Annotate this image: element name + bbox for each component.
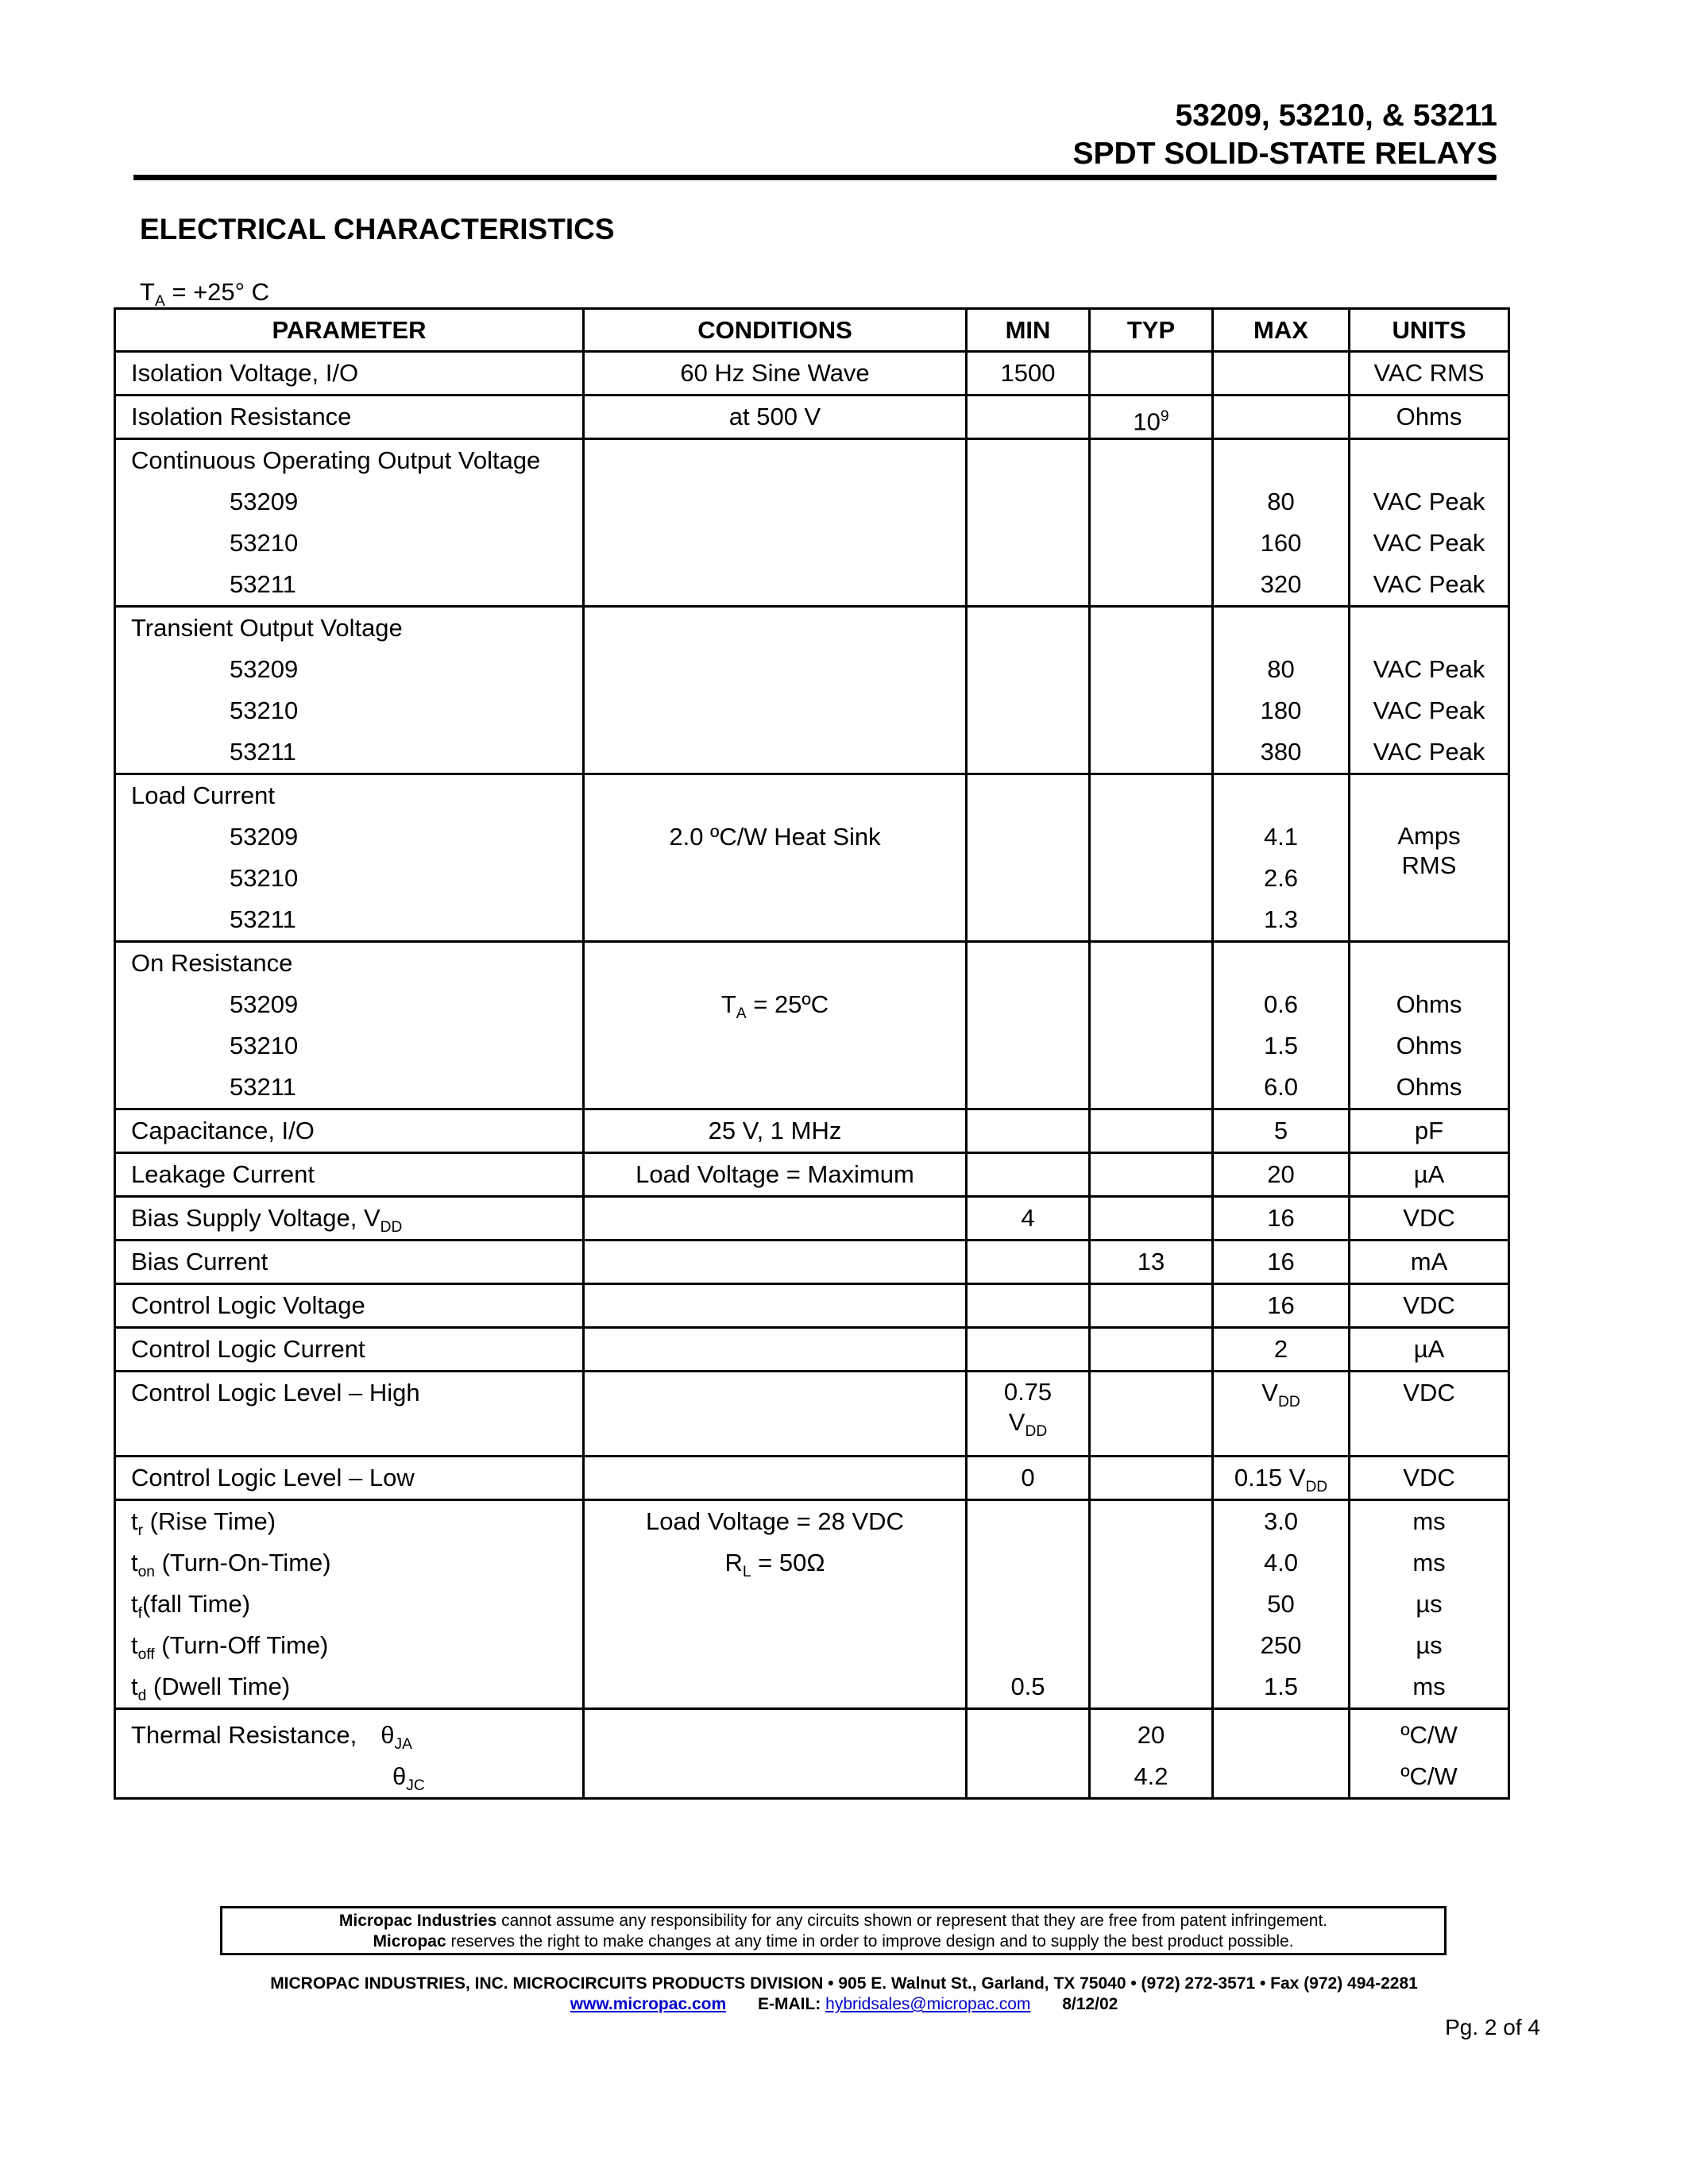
units-cell: VAC Peak — [1373, 696, 1485, 724]
table-row-transient-output-voltage — [115, 607, 1509, 774]
max-cell: 16 — [1267, 1204, 1295, 1232]
param-cell: Control Logic Level – High — [131, 1379, 420, 1406]
max-cell: 320 — [1260, 570, 1302, 598]
param-cell: Thermal Resistance, $\theta_{JA}$ — [131, 1721, 412, 1754]
max-cell: 160 — [1260, 529, 1302, 557]
param-cell: Isolation Voltage, I/O — [131, 359, 359, 387]
max-cell: 1.5 — [1263, 1673, 1299, 1700]
disclaimer-line-2: Micropac reserves the right to make changes at any time in order to improve design and to supply the best product possible. — [373, 1932, 1294, 1951]
units-cell: VDC — [1403, 1204, 1455, 1232]
model-label: 53209 — [230, 488, 299, 515]
column-header-units: UNITS — [1350, 309, 1509, 352]
header-rule — [133, 175, 1497, 180]
units-cell: VAC RMS — [1373, 359, 1485, 387]
typ-cell: 13 — [1137, 1248, 1165, 1275]
param-cell: $t_{on}$ (Turn-On-Time) — [131, 1549, 331, 1581]
cond-cell: 25 V, 1 MHz — [708, 1117, 842, 1144]
revision-date: 8/12/02 — [1062, 1995, 1118, 2013]
units-cell: µA — [1413, 1160, 1445, 1188]
max-cell: 16 — [1267, 1291, 1295, 1319]
max-cell: 250 — [1260, 1631, 1302, 1659]
website-link[interactable]: www.micropac.com — [570, 1995, 727, 2013]
units-cell: Amps RMS — [1397, 822, 1461, 879]
units-cell: Ohms — [1396, 1032, 1462, 1059]
table-row-bias-current — [115, 1241, 1509, 1284]
cond-cell: $T_A$ = 25ºC — [720, 990, 829, 1023]
table-row-isolation-voltage — [115, 352, 1509, 396]
max-cell: 2 — [1273, 1335, 1288, 1363]
max-cell: 4.0 — [1263, 1549, 1299, 1576]
max-cell: $V_{DD}$ — [1261, 1379, 1300, 1411]
max-cell: 80 — [1267, 655, 1295, 683]
param-cell: $\theta_{JC}$ — [392, 1762, 425, 1795]
param-cell: Bias Supply Voltage, $V_{DD}$ — [131, 1204, 403, 1237]
param-cell: $t_f(fall$ Time) — [131, 1590, 251, 1623]
cond-cell: 60 Hz Sine Wave — [680, 359, 870, 387]
max-cell: 16 — [1267, 1248, 1295, 1275]
column-header-max: MAX — [1213, 309, 1350, 352]
table-row-isolation-resistance — [115, 396, 1509, 439]
min-cell: 0.5 — [1010, 1673, 1045, 1700]
email-label: E-MAIL: — [757, 1995, 821, 2013]
param-cell: Control Logic Voltage — [131, 1291, 365, 1319]
model-label: 53210 — [230, 864, 299, 892]
electrical-characteristics-table — [114, 307, 1510, 1800]
param-cell: On Resistance — [131, 949, 293, 977]
cond-cell: Load Voltage = 28 VDC — [646, 1507, 904, 1535]
table-header-row — [115, 309, 1509, 352]
param-cell: Capacitance, I/O — [131, 1117, 315, 1144]
document-header — [1073, 97, 1498, 173]
max-cell: 6.0 — [1263, 1073, 1299, 1101]
page-number: Pg. 2 of 4 — [1445, 2015, 1540, 2039]
part-numbers: 53209, 53210, & 53211 — [1175, 98, 1497, 133]
units-cell: ms — [1412, 1673, 1446, 1700]
units-cell: pF — [1414, 1117, 1444, 1144]
table-row-capacitance — [115, 1109, 1509, 1153]
units-cell: VAC Peak — [1373, 570, 1485, 598]
column-header-parameter: PARAMETER — [115, 309, 584, 352]
footer-address: MICROPAC INDUSTRIES, INC. MICROCIRCUITS PRODUCTS DIVISION • 905 E. Walnut St., Garland, TX 75040 • (972) 272-3571 • Fax (972) 494-2281 — [270, 1974, 1418, 1993]
model-label: 53210 — [230, 529, 299, 557]
param-cell: Load Current — [131, 781, 275, 809]
units-cell: VAC Peak — [1373, 738, 1485, 766]
param-cell: Isolation Resistance — [131, 403, 352, 430]
disclaimer-box — [220, 1906, 1447, 1955]
email-link[interactable]: hybridsales@micropac.com — [825, 1995, 1031, 2013]
typ-cell: $10^9$ — [1133, 407, 1169, 436]
max-cell: 4.1 — [1263, 823, 1299, 851]
max-cell: 5 — [1273, 1117, 1288, 1144]
disclaimer-line-1: Micropac Industries cannot assume any responsibility for any circuits shown or represent that they are free from patent infringement. — [338, 1912, 1328, 1930]
table-row-control-logic-voltage — [115, 1284, 1509, 1328]
model-label: 53209 — [230, 990, 299, 1018]
units-cell: VAC Peak — [1373, 488, 1485, 515]
model-label: 53211 — [230, 1073, 296, 1101]
units-cell: Ohms — [1396, 1073, 1462, 1101]
units-cell: Ohms — [1396, 990, 1462, 1018]
model-label: 53211 — [230, 570, 296, 598]
max-cell: 380 — [1260, 738, 1302, 766]
min-cell: 0 — [1021, 1464, 1035, 1491]
max-cell: 1.3 — [1263, 905, 1299, 933]
model-label: 53209 — [230, 823, 299, 851]
max-cell: 20 — [1267, 1160, 1295, 1188]
model-label: 53210 — [230, 696, 299, 724]
model-label: 53210 — [230, 1032, 299, 1059]
param-cell: Leakage Current — [131, 1160, 315, 1188]
column-header-conditions: CONDITIONS — [584, 309, 967, 352]
param-cell: Control Logic Level – Low — [131, 1464, 415, 1491]
param-cell: Continuous Operating Output Voltage — [131, 446, 541, 474]
max-cell: 80 — [1267, 488, 1295, 515]
product-title: SPDT SOLID-STATE RELAYS — [1072, 137, 1497, 171]
table-row-on-resistance — [115, 942, 1509, 1109]
units-cell: VAC Peak — [1373, 655, 1485, 683]
param-cell: Transient Output Voltage — [131, 614, 403, 642]
max-cell: 180 — [1260, 696, 1302, 724]
ambient-temperature: $T_A = +25^\circ$ C — [140, 278, 270, 311]
param-cell: $t_r$ (Rise Time) — [131, 1507, 276, 1540]
units-cell: Ohms — [1396, 403, 1462, 430]
units-cell: ms — [1412, 1549, 1446, 1576]
param-cell: Bias Current — [131, 1248, 268, 1275]
units-cell: mA — [1410, 1248, 1448, 1275]
param-cell: $t_d$ (Dwell Time) — [131, 1673, 291, 1705]
max-cell: 0.15 $V_{DD}$ — [1234, 1464, 1328, 1496]
cond-cell: $R_L = 50\Omega$ — [724, 1549, 825, 1581]
units-cell: µA — [1413, 1335, 1445, 1363]
typ-cell: 20 — [1137, 1721, 1165, 1749]
min-cell: 1500 — [1000, 359, 1056, 387]
max-cell: 0.6 — [1263, 990, 1299, 1018]
units-cell: µs — [1416, 1590, 1443, 1618]
cond-cell: 2.0 ºC/W Heat Sink — [669, 823, 881, 851]
model-label: 53209 — [230, 655, 299, 683]
min-cell: 4 — [1021, 1204, 1035, 1232]
table-row-control-logic-level-low — [115, 1457, 1509, 1500]
section-title: ELECTRICAL CHARACTERISTICS — [140, 213, 615, 245]
max-cell: 2.6 — [1263, 864, 1299, 892]
units-cell: VDC — [1403, 1291, 1455, 1319]
table-row-load-current — [115, 774, 1509, 942]
table-row-leakage-current — [115, 1153, 1509, 1197]
units-cell: VDC — [1403, 1379, 1455, 1406]
column-header-typ: TYP — [1090, 309, 1213, 352]
typ-cell: 4.2 — [1134, 1762, 1168, 1790]
model-label: 53211 — [230, 738, 296, 766]
units-cell: ºC/W — [1400, 1721, 1458, 1749]
cond-cell: at 500 V — [728, 403, 821, 430]
units-cell: VAC Peak — [1373, 529, 1485, 557]
units-cell: ms — [1412, 1507, 1446, 1535]
table-row-control-logic-level-high — [115, 1372, 1509, 1457]
max-cell: 1.5 — [1263, 1032, 1299, 1059]
model-label: 53211 — [230, 905, 296, 933]
cond-cell: Load Voltage = Maximum — [635, 1160, 914, 1188]
table-row-thermal-resistance — [115, 1709, 1509, 1799]
param-cell: $t_{off}$ (Turn-Off Time) — [131, 1631, 329, 1664]
min-cell: 0.75 $V_{DD}$ — [1003, 1378, 1053, 1441]
max-cell: 50 — [1267, 1590, 1295, 1618]
units-cell: VDC — [1403, 1464, 1455, 1491]
max-cell: 3.0 — [1263, 1507, 1299, 1535]
units-cell: µs — [1416, 1631, 1443, 1659]
table-row-timing — [115, 1500, 1509, 1709]
table-row-control-logic-current — [115, 1328, 1509, 1372]
column-header-min: MIN — [967, 309, 1090, 352]
units-cell: ºC/W — [1400, 1762, 1458, 1790]
param-cell: Control Logic Current — [131, 1335, 365, 1363]
footer-contact — [0, 1995, 1688, 2014]
table-row-bias-supply-voltage — [115, 1197, 1509, 1241]
table-row-continuous-output-voltage — [115, 439, 1509, 607]
